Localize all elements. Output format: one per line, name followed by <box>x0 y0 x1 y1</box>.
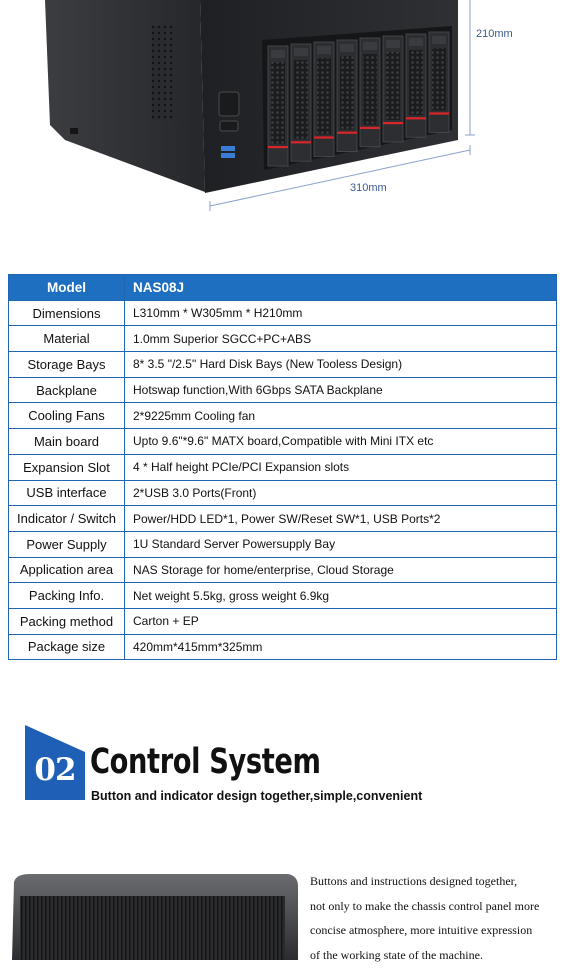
spec-key: Expansion Slot <box>9 454 125 480</box>
spec-value: L310mm * W305mm * H210mm <box>125 300 557 326</box>
spec-key: Material <box>9 326 125 352</box>
spec-value: 4 * Half height PCIe/PCI Expansion slots <box>125 454 557 480</box>
description-text <box>310 873 560 971</box>
spec-value: Carton + EP <box>125 608 557 634</box>
spec-key: USB interface <box>9 480 125 506</box>
drive-bay <box>429 32 449 132</box>
spec-key: Application area <box>9 557 125 583</box>
description-line: not only to make the chassis control panel more <box>310 898 560 923</box>
spec-header-value: NAS08J <box>125 275 557 301</box>
width-dimension-label: 310mm <box>350 182 387 194</box>
spec-header-row <box>9 275 557 301</box>
spec-row <box>9 352 557 378</box>
drive-bay <box>360 38 380 147</box>
spec-key: Packing Info. <box>9 583 125 609</box>
spec-row <box>9 583 557 609</box>
spec-row <box>9 454 557 480</box>
spec-row <box>9 480 557 506</box>
spec-header-key: Model <box>9 275 125 301</box>
spec-row <box>9 429 557 455</box>
section-number: 02 <box>27 752 83 788</box>
description-line: of the working state of the machine. <box>310 947 560 971</box>
drive-bay <box>337 40 357 152</box>
spec-row <box>9 634 557 660</box>
spec-value: 420mm*415mm*325mm <box>125 634 557 660</box>
spec-row <box>9 326 557 352</box>
spec-value: Power/HDD LED*1, Power SW/Reset SW*1, USB Ports*2 <box>125 506 557 532</box>
height-dimension-label: 210mm <box>476 28 513 40</box>
spec-row <box>9 506 557 532</box>
drive-bay <box>314 42 334 156</box>
spec-row <box>9 403 557 429</box>
spec-key: Storage Bays <box>9 352 125 378</box>
spec-key: Main board <box>9 429 125 455</box>
spec-row <box>9 557 557 583</box>
spec-value: Upto 9.6"*9.6" MATX board,Compatible with Mini ITX etc <box>125 429 557 455</box>
spec-value: 1.0mm Superior SGCC+PC+ABS <box>125 326 557 352</box>
chassis-top-image <box>0 870 300 960</box>
spec-value: 1U Standard Server Powersupply Bay <box>125 531 557 557</box>
spec-key: Package size <box>9 634 125 660</box>
spec-key: Cooling Fans <box>9 403 125 429</box>
spec-value: Hotswap function,With 6Gbps SATA Backplane <box>125 377 557 403</box>
drive-bay <box>406 34 426 137</box>
drive-bay <box>268 46 288 166</box>
spec-value: 2*9225mm Cooling fan <box>125 403 557 429</box>
section-title: Control System <box>90 742 321 782</box>
drive-bay <box>383 36 403 142</box>
spec-value: 2*USB 3.0 Ports(Front) <box>125 480 557 506</box>
spec-value: Net weight 5.5kg, gross weight 6.9kg <box>125 583 557 609</box>
drive-bay <box>291 44 311 161</box>
spec-key: Power Supply <box>9 531 125 557</box>
spec-key: Packing method <box>9 608 125 634</box>
spec-value: 8* 3.5 "/2.5" Hard Disk Bays (New Tooless Design) <box>125 352 557 378</box>
description-line: concise atmosphere, more intuitive expression <box>310 922 560 947</box>
spec-table <box>8 274 557 660</box>
spec-value: NAS Storage for home/enterprise, Cloud Storage <box>125 557 557 583</box>
spec-key: Indicator / Switch <box>9 506 125 532</box>
spec-row <box>9 531 557 557</box>
spec-row <box>9 377 557 403</box>
spec-key: Backplane <box>9 377 125 403</box>
spec-row <box>9 608 557 634</box>
spec-key: Dimensions <box>9 300 125 326</box>
section-subtitle: Button and indicator design together,simple,convenient <box>91 789 422 803</box>
spec-row <box>9 300 557 326</box>
description-line: Buttons and instructions designed together, <box>310 873 560 898</box>
